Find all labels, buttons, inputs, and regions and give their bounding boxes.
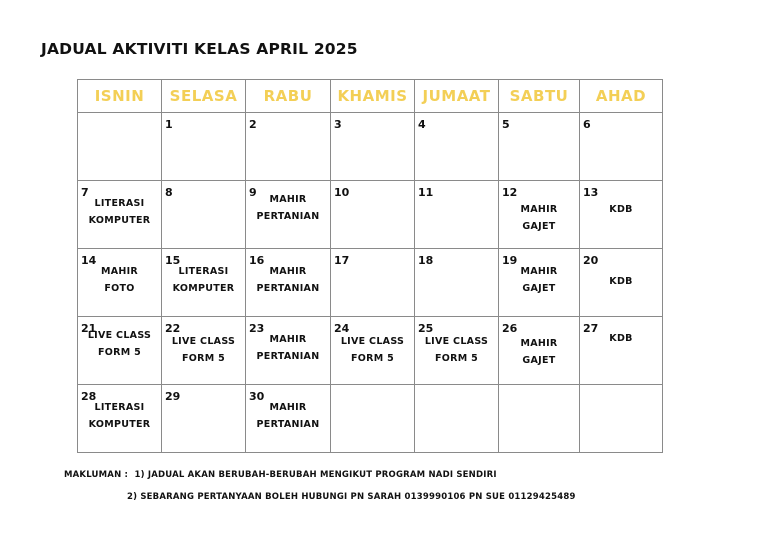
day-cell (580, 317, 663, 385)
activity-text (246, 399, 330, 433)
weekday-header: ISNIN (78, 80, 162, 113)
day-number: 22 (165, 322, 181, 335)
activity-text (499, 201, 579, 235)
activity-line: FORM 5 (434, 353, 479, 364)
day-number: 21 (81, 322, 97, 335)
week-row (78, 249, 663, 317)
activity-line: KOMPUTER (88, 419, 151, 430)
activity-line: MAHIR (520, 204, 558, 215)
day-cell (499, 181, 580, 249)
activity-text (162, 333, 245, 367)
activity-text (580, 330, 662, 347)
weekday-header: KHAMIS (331, 80, 415, 113)
day-number: 23 (249, 322, 265, 335)
activity-text (78, 327, 161, 361)
activity-line: GAJET (522, 355, 556, 366)
day-cell (246, 113, 331, 181)
activity-text (580, 273, 662, 290)
day-cell (162, 113, 246, 181)
activity-line: LIVE CLASS (171, 336, 236, 347)
day-number: 30 (249, 390, 265, 403)
day-cell (499, 317, 580, 385)
activity-text (246, 331, 330, 365)
day-number: 27 (583, 322, 599, 335)
day-number: 7 (81, 186, 89, 199)
activity-line: KDB (609, 276, 633, 287)
activity-line: FOTO (104, 283, 135, 294)
day-number: 5 (502, 118, 510, 131)
note-text: 1) JADUAL AKAN BERUBAH-BERUBAH MENGIKUT PROGRAM NADI SENDIRI (134, 470, 497, 480)
day-cell (246, 181, 331, 249)
activity-line: MAHIR (520, 338, 558, 349)
day-number: 6 (583, 118, 591, 131)
day-cell (162, 385, 246, 453)
activity-line: LIVE CLASS (87, 330, 152, 341)
day-number: 1 (165, 118, 173, 131)
activity-line: LITERASI (178, 266, 229, 277)
activity-line: MAHIR (269, 266, 307, 277)
day-number: 10 (334, 186, 350, 199)
day-cell (580, 385, 663, 453)
day-cell (415, 113, 499, 181)
day-cell (162, 249, 246, 317)
notes-line-1 (64, 470, 497, 480)
day-cell (78, 249, 162, 317)
activity-line: LITERASI (94, 198, 145, 209)
day-cell (415, 181, 499, 249)
day-cell (78, 181, 162, 249)
day-number: 8 (165, 186, 173, 199)
day-cell (499, 249, 580, 317)
day-number: 9 (249, 186, 257, 199)
day-number: 15 (165, 254, 181, 267)
day-number: 17 (334, 254, 350, 267)
weekday-header: SABTU (499, 80, 580, 113)
weekday-header: AHAD (580, 80, 663, 113)
day-cell (499, 113, 580, 181)
week-row (78, 113, 663, 181)
activity-line: FORM 5 (97, 347, 142, 358)
day-cell (78, 113, 162, 181)
day-cell (499, 385, 580, 453)
activity-text (162, 263, 245, 297)
day-cell (580, 113, 663, 181)
day-number: 24 (334, 322, 350, 335)
day-number: 2 (249, 118, 257, 131)
activity-line: GAJET (522, 221, 556, 232)
day-number: 29 (165, 390, 181, 403)
day-cell (331, 249, 415, 317)
day-number: 13 (583, 186, 599, 199)
notes-label: MAKLUMAN : (64, 470, 129, 480)
activity-text (499, 263, 579, 297)
week-row (78, 317, 663, 385)
day-number: 11 (418, 186, 434, 199)
day-cell (331, 385, 415, 453)
activity-line: KDB (609, 204, 633, 215)
day-number: 19 (502, 254, 518, 267)
activity-line: FORM 5 (350, 353, 395, 364)
activity-line: MAHIR (100, 266, 139, 277)
weekday-header-row (78, 80, 663, 113)
activity-line: PERTANIAN (256, 419, 320, 430)
activity-line: MAHIR (269, 194, 307, 205)
day-cell (331, 113, 415, 181)
day-cell (246, 249, 331, 317)
day-number: 16 (249, 254, 265, 267)
activity-line: LIVE CLASS (424, 336, 489, 347)
notes-line-2 (127, 492, 576, 502)
activity-text (246, 263, 330, 297)
activity-line: FORM 5 (181, 353, 226, 364)
day-cell (580, 181, 663, 249)
activity-text (246, 191, 330, 225)
activity-line: LIVE CLASS (340, 336, 405, 347)
day-number: 12 (502, 186, 518, 199)
day-cell (246, 317, 331, 385)
page-title: JADUAL AKTIVITI KELAS APRIL 2025 (41, 40, 358, 58)
day-number: 25 (418, 322, 434, 335)
activity-line: KDB (609, 333, 633, 344)
day-cell (246, 385, 331, 453)
day-number: 4 (418, 118, 426, 131)
activity-line: KOMPUTER (88, 215, 151, 226)
activity-text (415, 333, 498, 367)
activity-line: MAHIR (269, 334, 307, 345)
weekday-header: JUMAAT (415, 80, 499, 113)
note-text: 2) SEBARANG PERTANYAAN BOLEH HUBUNGI PN SARAH 0139990106 PN SUE 01129425489 (127, 492, 576, 502)
activity-line: GAJET (522, 283, 556, 294)
activity-line: PERTANIAN (256, 351, 320, 362)
activity-text (580, 201, 662, 218)
activity-text (78, 195, 161, 229)
activity-line: LITERASI (94, 402, 145, 413)
activity-text (499, 335, 579, 369)
day-cell (415, 317, 499, 385)
day-cell (415, 385, 499, 453)
day-number: 14 (81, 254, 97, 267)
activity-text (78, 399, 161, 433)
weekday-header: RABU (246, 80, 331, 113)
day-cell (415, 249, 499, 317)
day-cell (78, 385, 162, 453)
day-cell (78, 317, 162, 385)
week-row (78, 385, 663, 453)
week-row (78, 181, 663, 249)
day-number: 20 (583, 254, 599, 267)
day-number: 3 (334, 118, 342, 131)
activity-line: MAHIR (520, 266, 558, 277)
day-number: 26 (502, 322, 518, 335)
day-cell (331, 317, 415, 385)
activity-line: KOMPUTER (172, 283, 235, 294)
day-number: 18 (418, 254, 434, 267)
activity-line: PERTANIAN (256, 211, 320, 222)
weekday-header: SELASA (162, 80, 246, 113)
activity-line: PERTANIAN (256, 283, 320, 294)
day-cell (331, 181, 415, 249)
day-number: 28 (81, 390, 97, 403)
activity-text (331, 333, 414, 367)
day-cell (162, 181, 246, 249)
activity-line: MAHIR (269, 402, 307, 413)
day-cell (162, 317, 246, 385)
activity-text (78, 263, 161, 297)
calendar-table (77, 79, 663, 453)
day-cell (580, 249, 663, 317)
